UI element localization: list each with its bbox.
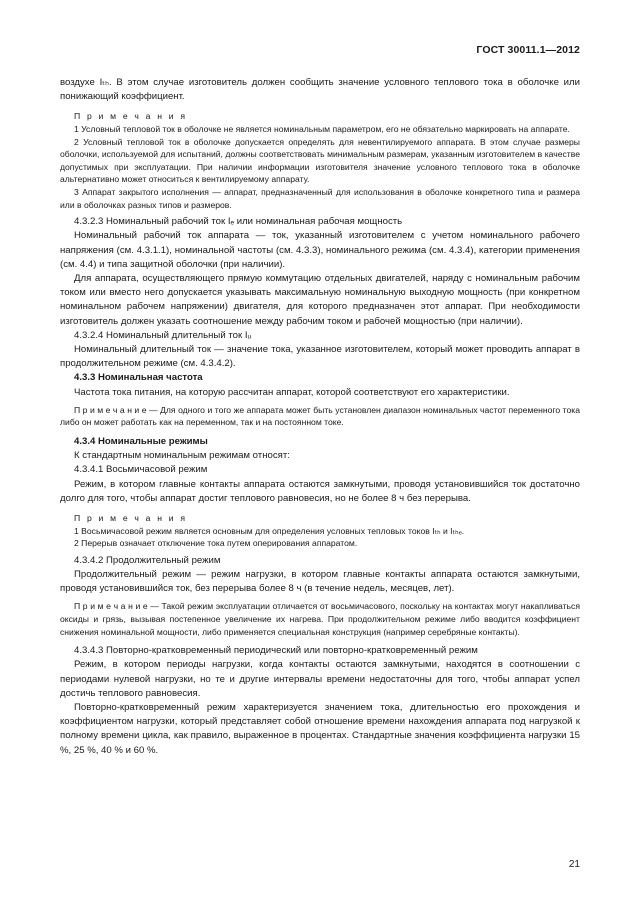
note-item: 2 Перерыв означает отключение тока путем оперирования аппаратом. <box>74 538 358 549</box>
paragraph: Номинальный длительный ток — значение тока, указанное изготовителем, который может проводить аппарат в продолжительном режиме (см. 4.3.4.2). <box>60 343 580 370</box>
page-body <box>60 76 580 758</box>
clause-heading: 4.3.4.1 Восьмичасовой режим <box>74 464 208 476</box>
clause-heading: 4.3.4.2 Продолжительный режим <box>74 554 221 566</box>
note-item: 1 Условный тепловой ток в оболочке не является номинальным параметром, его не обязательно маркировать на аппарате. <box>74 124 570 134</box>
section-heading: 4.3.4 Номинальные режимы <box>74 435 208 447</box>
note-item: 2 Условный тепловой ток в оболочке допускается определять для невентилируемого аппарата. В этом случае размеры оболочки, используемой для испытаний, должны соответствовать минимальным размерам, указанным изготовителем в качестве допустимых при эксплуатации. При наличии информации изготовителя значение условного теплового тока в оболочке альтернативно может относиться к вентилируемому аппарату. <box>60 136 580 185</box>
note-item: П р и м е ч а н и е — Для одного и того же аппарата может быть установлен диапазон номинальных частот переменного тока либо он может работать как на переменном, так и на постоянном токе. <box>60 404 580 428</box>
paragraph: Режим, в котором периоды нагрузки, когда контакты остаются замкнутыми, находятся в соотношении с периодами нулевой нагрузки, но те и другие интервалы времени недостаточны для того, чтобы аппарат успел достичь теплового равновесия. <box>60 659 580 699</box>
paragraph: воздухе Iₜₕ. В этом случае изготовитель должен сообщить значение условного теплового тока в оболочке или понижающий коэффициент. <box>60 77 580 103</box>
paragraph: Номинальный рабочий ток аппарата — ток, указанный изготовителем с учетом номинального рабочего напряжения (см. 4.3.1.1), номинальной частоты (см. 4.3.3), номинального режима (см. 4.3.4), категории применения (см. 4.4) и типа защитной оболочки (при наличии). <box>60 230 580 270</box>
note-item: П р и м е ч а н и е — Такой режим эксплуатации отличается от восьмичасового, поскольку на контактах могут накапливаться оксиды и грязь, вызывая постепенное увеличение их нагрева. При продолжительном режиме либо вводится коэффициент снижения номинальной мощности, либо применяется специальная конструкция (например серебряные контакты). <box>60 601 580 637</box>
section-heading: 4.3.3 Номинальная частота <box>74 372 203 384</box>
paragraph: Частота тока питания, на которую рассчитан аппарат, которой соответствуют его характеристики. <box>74 386 510 398</box>
clause-heading: 4.3.4.3 Повторно-кратковременный периодический или повторно-кратковременный режим <box>74 645 478 657</box>
note-item: 1 Восьмичасовой режим является основным для определения условных тепловых токов Iₜₕ и Iₜₕₑ. <box>74 525 465 536</box>
note-heading: П р и м е ч а н и я <box>74 513 188 523</box>
paragraph: Повторно-кратковременный режим характеризуется значением тока, длительностью его прохождения и коэффициентом нагрузки, который представляет собой отношение времени нахождения аппарата под нагрузкой к полному времени цикла, как правило, выраженное в процентах. Стандартные значения коэффициента нагрузки 15 %, 25 %, 40 % и 60 %. <box>60 701 580 756</box>
paragraph: Режим, в котором главные контакты аппарата остаются замкнутыми, проводя установившийся ток достаточно долго для того, чтобы аппарат достиг теплового равновесия, но не более 8 ч без перерыва. <box>60 478 580 504</box>
paragraph: Для аппарата, осуществляющего прямую коммутацию отдельных двигателей, наряду с номинальным рабочим током или вместо него допускается указывать максимальную номинальную выходную мощность (при конкретном номинальном рабочем напряжении) двигателя, для которого предназначен этот аппарат. При необходимости изготовитель должен указать соотношение между рабочим током и рабочей мощностью (при наличии). <box>60 272 580 327</box>
page-number: 21 <box>568 859 580 870</box>
note-heading: П р и м е ч а н и я <box>74 111 188 122</box>
paragraph: Продолжительный режим — режим нагрузки, в котором главные контакты аппарата остаются замкнутыми, проводя установившийся ток, без перерыва более 8 ч (в течение недель, месяцев, лет). <box>60 568 580 595</box>
clause-heading: 4.3.2.3 Номинальный рабочий ток Iₑ или номинальная рабочая мощность <box>74 216 403 228</box>
note-item: 3 Аппарат закрытого исполнения — аппарат, предназначенный для использования в оболочке конкретного типа и размера или в оболочках разных типов и размеров. <box>60 186 580 210</box>
paragraph: К стандартным номинальным режимам относят: <box>74 450 290 462</box>
clause-heading: 4.3.2.4 Номинальный длительный ток Iᵤ <box>74 329 252 341</box>
document-header: ГОСТ 30011.1—2012 <box>476 44 580 56</box>
